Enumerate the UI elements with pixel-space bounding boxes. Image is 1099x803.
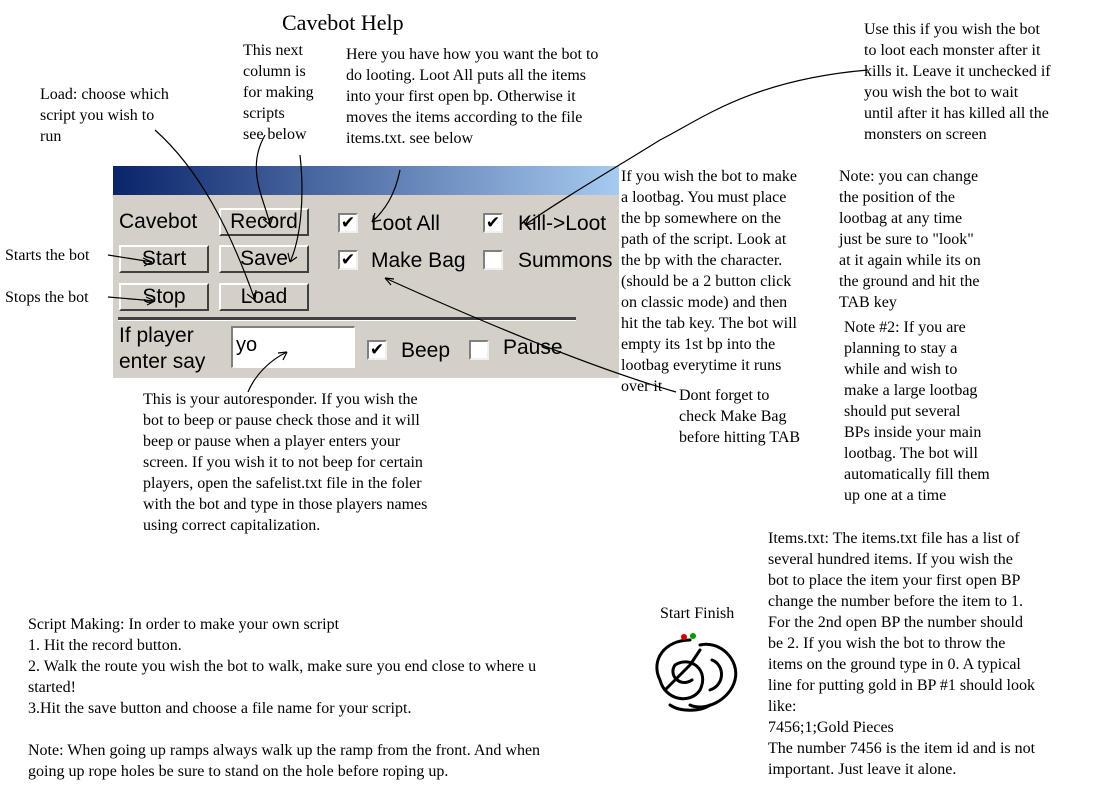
if-player-label: If player bbox=[119, 324, 194, 347]
script-making-note: Script Making: In order to make your own script 1. Hit the record button. 2. Walk the route you wish the bot to walk, make sure you end close to where u started! 3.Hit the save button and choose a file name for your script. Note: When going up ramps always walk up the ramp from the front. And when going up rope holes be sure to stand on the hole before roping up. bbox=[28, 616, 541, 780]
note-2: Note #2: If you are planning to stay a while and wish to make a large lootbag should put several BPs inside your main lootbag. The bot will automatically fill them up one at a time bbox=[844, 319, 990, 504]
cavebot-panel bbox=[113, 166, 619, 378]
stop-button[interactable]: Stop bbox=[119, 283, 209, 311]
save-button[interactable]: Save bbox=[219, 245, 309, 273]
start-marker bbox=[681, 634, 687, 640]
starts-bot-note: Starts the bot bbox=[5, 247, 90, 264]
pause-checkbox[interactable] bbox=[469, 340, 489, 360]
kill-loot-label: Kill->Loot bbox=[518, 212, 607, 235]
autoresponder-note: This is your autoresponder. If you wish the bot to beep or pause check those and it will beep or pause when a player enters your screen. If you wish it to not beep for certain players, open the safelist.txt file in the foler with the bot and type in those players names using correct capitalization. bbox=[143, 391, 428, 534]
column-note: This next column is for making scripts see below bbox=[243, 42, 314, 143]
stops-bot-note: Stops the bot bbox=[5, 289, 89, 306]
lootbag-note: If you wish the bot to make a lootbag. You must place the bp somewhere on the path of the script. Look at the bp with the character. (should be a 2 button click on classic mode) and then hit the tab key. The bot will empty its 1st bp into the lootbag everytime it runs over it bbox=[621, 168, 797, 395]
record-button[interactable]: Record bbox=[219, 208, 309, 236]
finish-marker bbox=[690, 633, 696, 639]
route-sketch bbox=[657, 640, 736, 710]
beep-label: Beep bbox=[401, 339, 451, 362]
loot-all-checkbox[interactable]: ✔ bbox=[338, 213, 358, 233]
items-txt-note: Items.txt: The items.txt file has a list of several hundred items. If you wish the bot to place the item your first open BP change the number before the item to 1. For the 2nd open BP the number should be 2. If you wish the bot to throw the items on the ground type in 0. A typical line for putting gold in BP #1 should look like: 7456;1;Gold Pieces The number 7456 is the item id and is not important. Just leave it alone. bbox=[768, 530, 1036, 778]
lootbag-position-note: Note: you can change the position of the lootbag at any time just be sure to "look" at it again while its on the ground and hit the TAB key bbox=[839, 168, 981, 311]
panel-titlebar bbox=[113, 166, 619, 195]
start-button[interactable]: Start bbox=[119, 245, 209, 273]
load-button[interactable]: Load bbox=[219, 283, 309, 311]
kill-loot-note: Use this if you wish the bot to loot each monster after it kills it. Leave it unchecked if you wish the bot to wait until after it has killed all the monsters on screen bbox=[864, 21, 1051, 143]
say-input[interactable]: yo bbox=[231, 326, 355, 368]
beep-checkbox[interactable]: ✔ bbox=[367, 340, 387, 360]
enter-say-label: enter say bbox=[119, 350, 206, 373]
looting-note: Here you have how you want the bot to do looting. Loot All puts all the items into your first open bp. Otherwise it moves the items according to the file items.txt. see below bbox=[346, 46, 599, 147]
cavebot-label: Cavebot bbox=[119, 210, 198, 233]
kill-loot-checkbox[interactable]: ✔ bbox=[483, 213, 503, 233]
loot-all-label: Loot All bbox=[371, 212, 440, 235]
start-finish-label: Start Finish bbox=[660, 605, 735, 622]
page-title: Cavebot Help bbox=[282, 10, 404, 35]
summons-label: Summons bbox=[518, 249, 613, 272]
make-bag-label: Make Bag bbox=[371, 249, 466, 272]
make-bag-reminder-note: Dont forget to check Make Bag before hitting TAB bbox=[679, 387, 801, 446]
make-bag-checkbox[interactable]: ✔ bbox=[338, 250, 358, 270]
pause-label: Pause bbox=[503, 336, 563, 359]
panel-separator bbox=[118, 317, 576, 321]
load-note: Load: choose which script you wish to run bbox=[40, 86, 169, 145]
summons-checkbox[interactable] bbox=[483, 250, 503, 270]
